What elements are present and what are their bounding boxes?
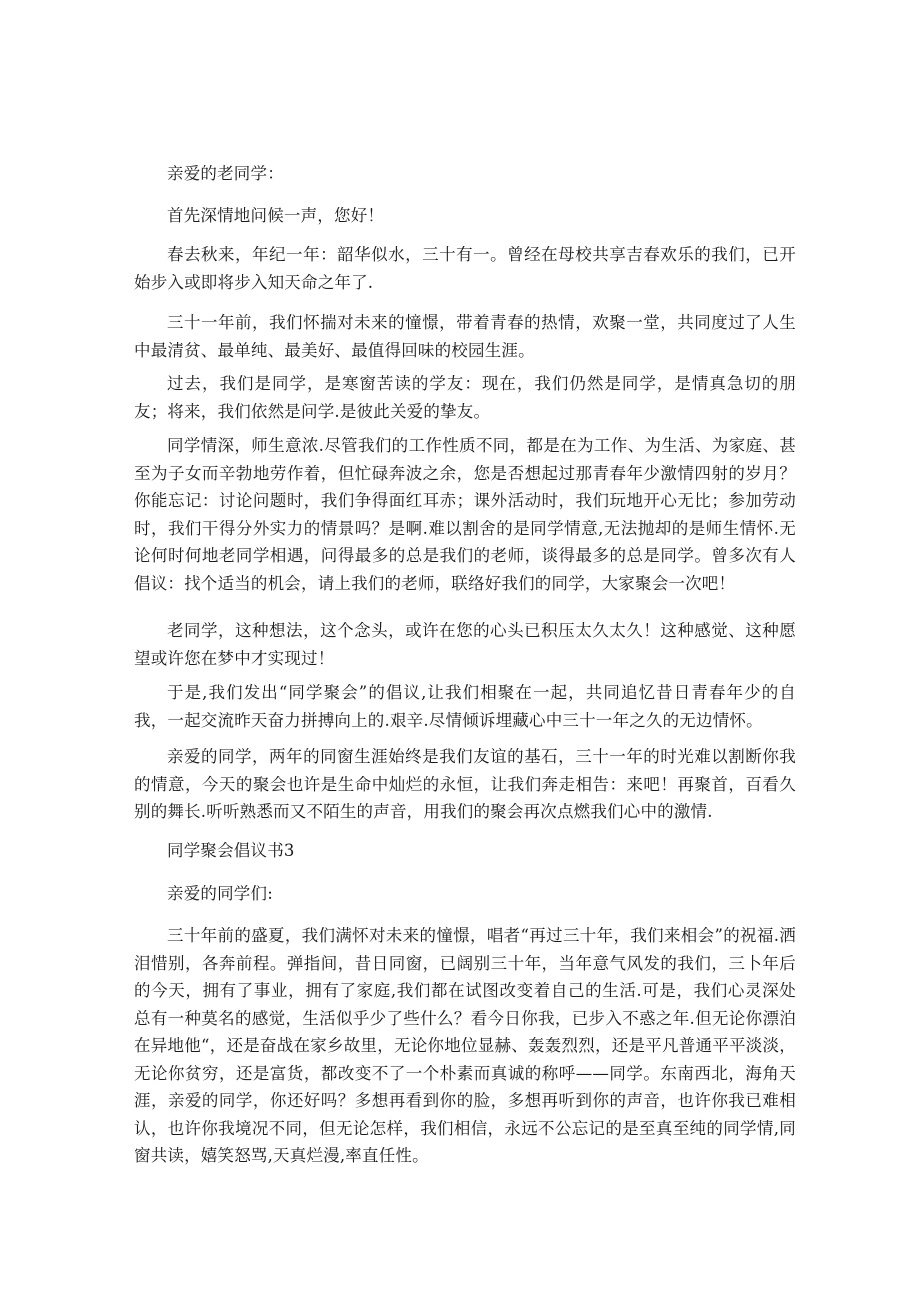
- paragraph-thirty-one-years-ago: 三十一年前，我们怀揣对未来的憧憬，带着青春的热情，欢聚一堂，共同度过了人生中最清贫、最单纯、最美好、最值得回味的校园生涯。: [134, 313, 796, 360]
- paragraph-past-present-future: 过去，我们是同学，是寒窗苦读的学友：现在，我们仍然是同学，是情真急切的朋友；将来，我们依然是问学.是彼此关爱的挚友。: [134, 374, 796, 421]
- paragraph-deep-friendship: 同学情深，师生意浓.尽管我们的工作性质不同，都是在为工作、为生活、为家庭、甚至为子女而辛勃地劳作着，但忙碌奔波之余，您是否想起过那青春年少激情四射的岁月？你能忘记：讨论问题时，我们争得面红耳赤；课外活动时，我们玩地开心无比；参加劳动时，我们干得分外实力的情景吗？是啊.难以割舍的是同学情意,无法抛却的是师生情怀.无论何时何地老同学相遇，问得最多的总是我们的老师，谈得最多的总是同学。曾多次有人倡议：找个适当的机会，请上我们的老师，联络好我们的同学，大家聚会一次吧！: [134, 436, 796, 593]
- paragraph-seasons: 春去秋来，年纪一年：韶华似水，三十有一。曾经在母校共享吉春欢乐的我们，已开始步入或即将步入知天命之年了.: [134, 245, 796, 292]
- salutation-dear-classmates: 亲爱的同学们:: [167, 884, 273, 903]
- paragraph-dear-classmate: 亲爱的同学，两年的同窗生涯始终是我们友谊的基石，三十一年的时光难以割断你我的情意，今天的聚会也许是生命中灿烂的永恒，让我们奔走相告：来吧！再聚首，百看久别的舞长.听听熟悉而又不陌生的声音，用我们的聚会再次点燃我们心中的激情.: [134, 747, 796, 821]
- section-title: 同学聚会倡议书3: [167, 841, 295, 860]
- paragraph-thirty-years-ago: 三十年前的盛夏，我们满怀对未来的憧憬，唱者“再过三十年，我们来相会”的祝福.洒泪惜别，各奔前程。弹指间，昔日同窗，已阔别三十年，当年意气风发的我们，三卜年后的今天，拥有了事业，拥有了家庭,我们都在试图改变着自己的生活.可是，我们心灵深处总有一种莫名的感觉，生活似乎少了些什么？看今日你我，已步入不惑之年.但无论你漂泊在异地他“，还是奋战在家乡故里，无论你地位显赫、轰轰烈烈，还是平凡普通平平淡淡，无论你贫穷，还是富货，都改变不了一个朴素而真诚的称呼——同学。东南西北，海角天涯，亲爱的同学，你还好吗？多想再看到你的脸，多想再听到你的声音，也许你我已难相认，也许你我境况不同，但无论怎样，我们相信，永远不公忘记的是至真至纯的同学情,同窗共读，嬉笑怒骂,天真烂漫,率直任性。: [134, 926, 796, 1165]
- salutation-old-classmates: 亲爱的老同学：: [167, 164, 284, 183]
- paragraph-idea: 老同学，这种想法，这个念头，或许在您的心头已积压太久太久！这种感觉、这种愿望或许您在梦中才实现过！: [134, 621, 796, 668]
- paragraph-proposal: 于是,我们发出“同学聚会”的倡议,让我们相聚在一起，共同追忆昔日青春年少的自我，一起交流昨天奋力拼搏向上的.艰辛.尽情倾诉埋藏心中三十一年之久的无边情怀。: [134, 683, 796, 730]
- greeting-paragraph: 首先深情地问候一声，您好！: [167, 206, 385, 225]
